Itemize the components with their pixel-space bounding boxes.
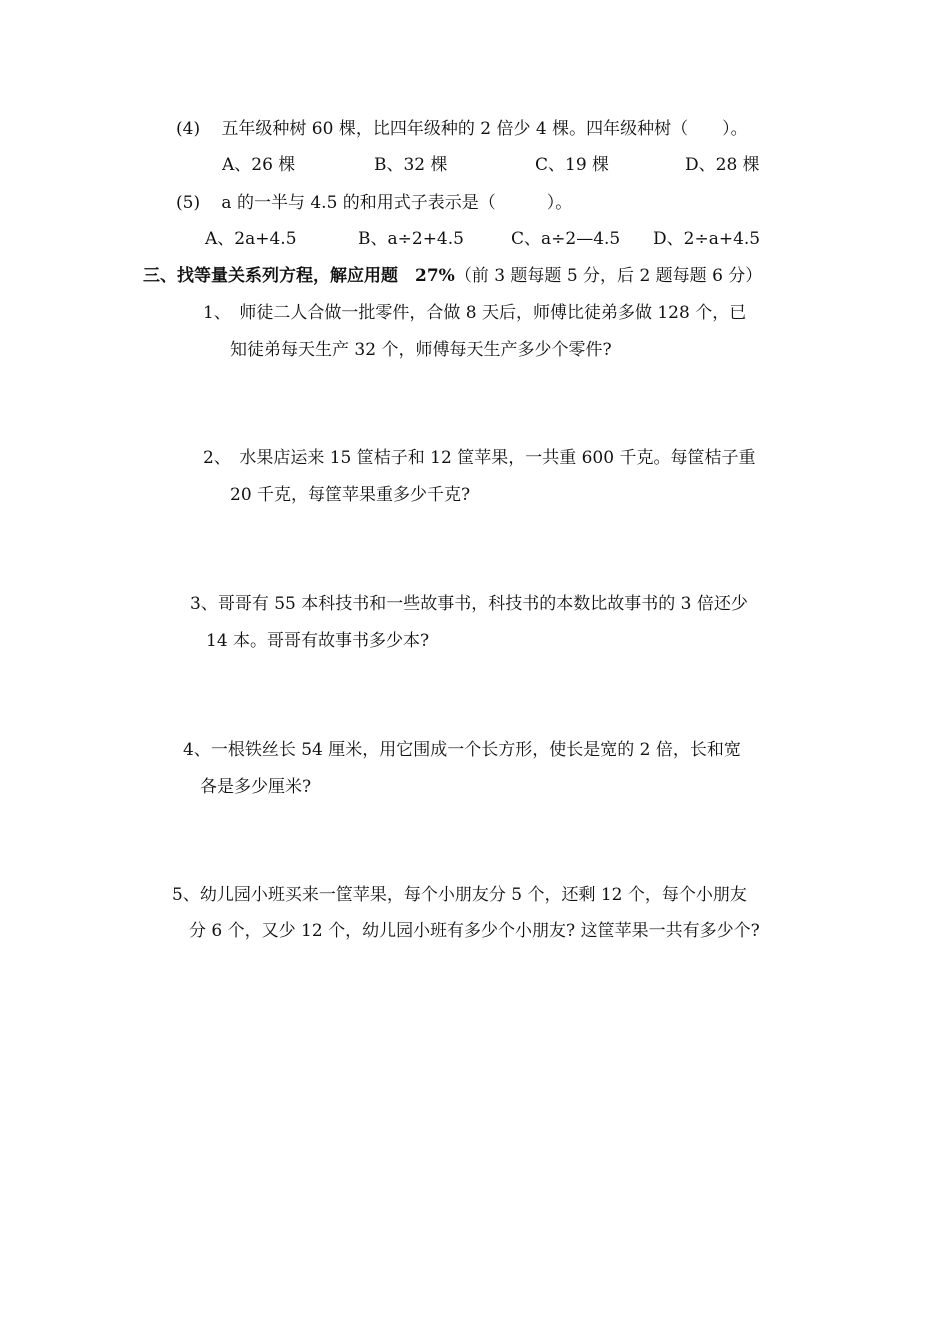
problem-5-line-1: 5、幼儿园小班买来一筐苹果，每个小朋友分 5 个，还剩 12 个，每个小朋友 [172,885,747,905]
problem-1-line-1: 1、 师徒二人合做一批零件，合做 8 天后，师傅比徒弟多做 128 个，已 [203,303,747,323]
question-5 [176,192,572,214]
question-5-option-d: D、2÷a+4.5 [653,229,761,249]
question-4-option-a: A、26 棵 [222,155,296,175]
problem-4-line-2: 各是多少厘米? [200,777,312,797]
question-4-text: 五年级种树 60 棵，比四年级种的 2 倍少 4 棵。四年级种树（ ）。 [221,119,748,139]
problem-1-line-2: 知徒弟每天生产 32 个，师傅每天生产多少个零件? [230,340,612,360]
section-3-heading [143,265,762,287]
question-5-option-a: A、2a+4.5 [205,229,297,249]
question-5-number: (5) [176,193,201,213]
question-4-option-b: B、32 棵 [374,155,448,175]
question-5-text: a 的一半与 4.5 的和用式子表示是（ ）。 [221,193,573,213]
section-3-note: （前 3 题每题 5 分，后 2 题每题 6 分） [454,266,763,286]
problem-5-line-2: 分 6 个，又少 12 个，幼儿园小班有多少个小朋友? 这筐苹果一共有多少个? [189,921,760,941]
problem-4-line-1: 4、一根铁丝长 54 厘米，用它围成一个长方形，使长是宽的 2 倍，长和宽 [183,740,741,760]
problem-3-line-2: 14 本。哥哥有故事书多少本? [206,631,430,651]
question-4 [176,118,748,140]
question-4-option-d: D、28 棵 [685,155,760,175]
question-4-number: (4) [176,119,201,139]
question-5-option-b: B、a÷2+4.5 [358,229,464,249]
problem-3-line-1: 3、哥哥有 55 本科技书和一些故事书，科技书的本数比故事书的 3 倍还少 [190,594,748,614]
problem-2-line-2: 20 千克，每筐苹果重多少千克? [230,485,471,505]
section-3-title: 三、找等量关系列方程，解应用题 27% [143,266,455,286]
problem-2-line-1: 2、 水果店运来 15 筐桔子和 12 筐苹果，一共重 600 千克。每筐桔子重 [203,448,756,468]
question-4-option-c: C、19 棵 [535,155,610,175]
question-5-option-c: C、a÷2—4.5 [511,229,621,249]
